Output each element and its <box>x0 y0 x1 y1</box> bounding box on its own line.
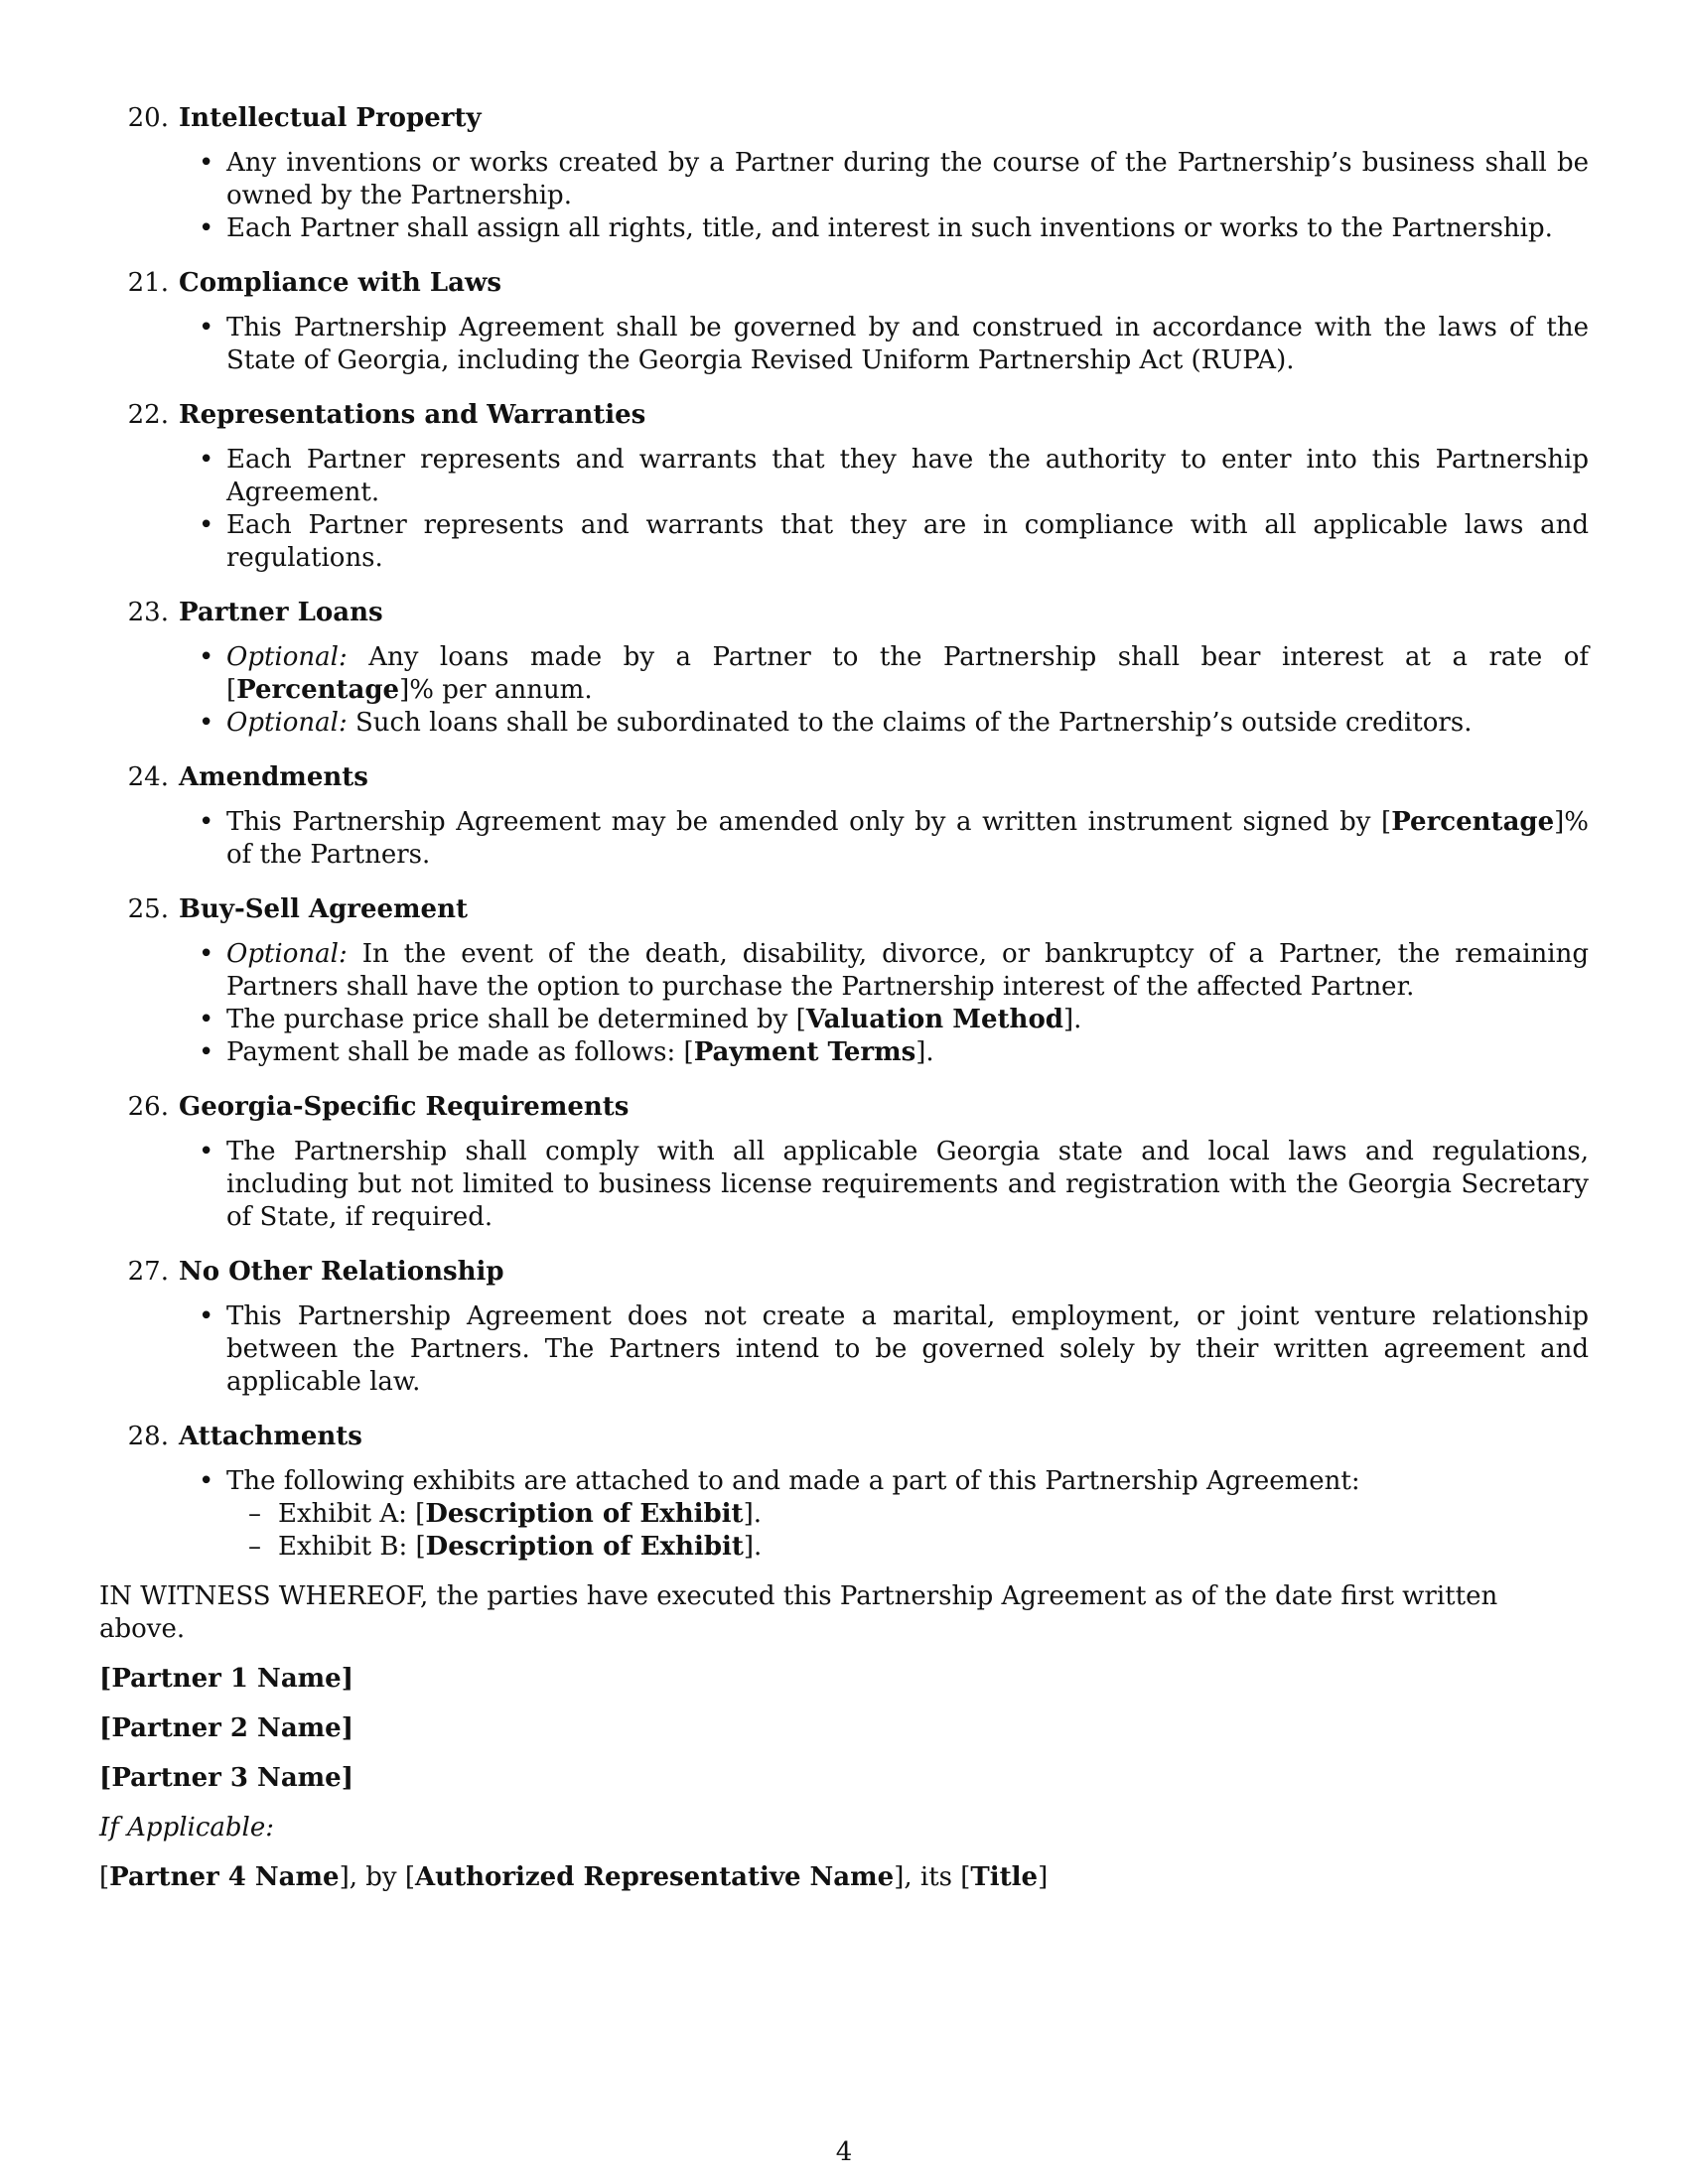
placeholder-field: Valuation Method <box>805 1005 1063 1034</box>
list-item: • The Partnership shall comply with all applicable Georgia state and local laws and regulations, including but not limited to business license requirements and registration with the Georgia Secretary of State, if required. <box>226 1136 1589 1234</box>
section-title: Intellectual Property <box>179 103 482 133</box>
bullet-list <box>99 444 1589 575</box>
item-text: ]% per annum. <box>399 675 593 705</box>
section-heading <box>99 756 1589 798</box>
section-number: 23. <box>127 598 169 627</box>
bullet-list <box>99 147 1589 245</box>
page-number: 4 <box>835 2137 853 2167</box>
list-item <box>226 806 1589 872</box>
witness-statement: IN WITNESS WHEREOF, the parties have executed this Partnership Agreement as of the date first written above. <box>99 1581 1498 1644</box>
section-title: Partner Loans <box>179 598 383 627</box>
section-heading <box>99 888 1589 930</box>
section-attachments <box>99 1416 1589 1564</box>
section-heading <box>99 1416 1589 1457</box>
list-item: • Each Partner represents and warrants that they are in compliance with all applicable laws and regulations. <box>226 509 1589 575</box>
section-number: 21. <box>127 268 169 298</box>
list-item: • This Partnership Agreement shall be governed by and construed in accordance with the laws of the State of Georgia, including the Georgia Revised Uniform Partnership Act (RUPA). <box>226 312 1589 377</box>
list-item <box>226 707 1589 740</box>
partner-name: Partner 3 Name <box>111 1763 342 1793</box>
bullet-list <box>99 1300 1589 1399</box>
signature-partner-2 <box>99 1712 1589 1745</box>
section-title: Representations and Warranties <box>179 400 646 430</box>
bracket: ] <box>341 1763 354 1793</box>
item-text: ]. <box>915 1037 934 1067</box>
section-heading <box>99 97 1589 139</box>
item-text: ]. <box>743 1532 763 1562</box>
signature-partner-1 <box>99 1663 1589 1696</box>
section-number: 28. <box>127 1422 169 1451</box>
bracket: [ <box>99 1664 112 1694</box>
item-text: The purchase price shall be determined by [ <box>226 1005 806 1034</box>
bracket: [ <box>99 1763 112 1793</box>
partner-name: Partner 2 Name <box>111 1713 342 1743</box>
list-item: • Any inventions or works created by a Partner during the course of the Partnership’s business shall be owned by the Partnership. <box>226 147 1589 212</box>
section-partner-loans <box>99 592 1589 740</box>
bullet-list <box>99 1465 1589 1564</box>
section-amendments <box>99 756 1589 872</box>
partner-name: Partner 1 Name <box>111 1664 342 1694</box>
connector-text: ], its [ <box>894 1862 971 1892</box>
bracket: [ <box>99 1713 112 1743</box>
item-text: ]. <box>743 1499 762 1529</box>
bullet-list <box>99 312 1589 377</box>
section-number: 24. <box>127 762 169 792</box>
section-heading <box>99 1086 1589 1128</box>
section-heading <box>99 592 1589 633</box>
if-applicable-label: If Applicable: <box>99 1813 275 1843</box>
exhibit-list <box>226 1498 1589 1564</box>
section-number: 27. <box>127 1257 169 1287</box>
section-title: Attachments <box>179 1422 362 1451</box>
bracket: [ <box>99 1862 110 1892</box>
section-no-other-relationship <box>99 1251 1589 1399</box>
placeholder-field: Percentage <box>1391 807 1555 837</box>
placeholder-field: Description of Exhibit <box>425 1532 744 1562</box>
section-representations-warranties <box>99 394 1589 575</box>
optional-label: Optional: <box>226 708 348 738</box>
section-heading <box>99 1251 1589 1293</box>
signature-partner-3 <box>99 1762 1589 1795</box>
section-buy-sell-agreement <box>99 888 1589 1069</box>
section-heading <box>99 394 1589 436</box>
optional-label: Optional: <box>226 642 348 672</box>
placeholder-field: Percentage <box>236 675 400 705</box>
optional-label: Optional: <box>226 939 348 969</box>
item-text: ]. <box>1062 1005 1082 1034</box>
representative-name: Authorized Representative Name <box>415 1862 895 1892</box>
section-number: 22. <box>127 400 169 430</box>
item-text: Exhibit B: [ <box>278 1532 426 1562</box>
exhibit-item <box>278 1531 1589 1564</box>
bullet-list <box>99 641 1589 740</box>
bracket: ] <box>1038 1862 1049 1892</box>
representative-title: Title <box>970 1862 1039 1892</box>
section-title: Buy-Sell Agreement <box>179 894 469 924</box>
list-item: • Each Partner shall assign all rights, title, and interest in such inventions or works to the Partnership. <box>226 212 1589 245</box>
section-title: Amendments <box>179 762 368 792</box>
connector-text: ], by [ <box>339 1862 415 1892</box>
list-item <box>226 938 1589 1004</box>
section-title: No Other Relationship <box>179 1257 504 1287</box>
list-item <box>226 641 1589 707</box>
bullet-list <box>99 1136 1589 1234</box>
placeholder-field: Payment Terms <box>693 1037 916 1067</box>
bullet-list <box>99 938 1589 1069</box>
partner-name: Partner 4 Name <box>109 1862 340 1892</box>
item-text: Exhibit A: [ <box>278 1499 426 1529</box>
placeholder-field: Description of Exhibit <box>425 1499 744 1529</box>
bullet-list <box>99 806 1589 872</box>
list-item: • This Partnership Agreement does not create a marital, employment, or joint venture relationship between the Partners. The Partners intend to be governed solely by their written agreement and applicable law. <box>226 1300 1589 1399</box>
section-title: Compliance with Laws <box>179 268 502 298</box>
section-compliance-with-laws <box>99 262 1589 377</box>
bracket: ] <box>341 1713 354 1743</box>
exhibit-item <box>278 1498 1589 1531</box>
item-text: Any loans made by a Partner to the Partnership shall bear interest at a rate of [ <box>226 642 1589 705</box>
section-number: 26. <box>127 1092 169 1122</box>
section-title: Georgia-Specific Requirements <box>179 1092 630 1122</box>
item-text: This Partnership Agreement may be amended only by a written instrument signed by [ <box>226 807 1392 837</box>
item-text: Such loans shall be subordinated to the claims of the Partnership’s outside creditors. <box>347 708 1473 738</box>
section-heading <box>99 262 1589 304</box>
list-item: • Each Partner represents and warrants that they have the authority to enter into this Partnership Agreement. <box>226 444 1589 509</box>
list-item <box>226 1036 1589 1069</box>
section-number: 25. <box>127 894 169 924</box>
item-text: Payment shall be made as follows: [ <box>226 1037 694 1067</box>
item-text: The following exhibits are attached to and made a part of this Partnership Agreement: <box>226 1466 1360 1496</box>
section-georgia-requirements <box>99 1086 1589 1234</box>
section-intellectual-property <box>99 97 1589 245</box>
signature-partner-4 <box>99 1861 1589 1894</box>
document-page <box>99 97 1589 1894</box>
item-text: ]% of the Partners. <box>226 807 1589 870</box>
section-number: 20. <box>127 103 169 133</box>
bracket: ] <box>341 1664 354 1694</box>
list-item <box>226 1465 1589 1564</box>
item-text: In the event of the death, disability, divorce, or bankruptcy of a Partner, the remaining Partners shall have the option to purchase the Partnership interest of the affected Partner. <box>226 939 1589 1002</box>
list-item <box>226 1004 1589 1036</box>
